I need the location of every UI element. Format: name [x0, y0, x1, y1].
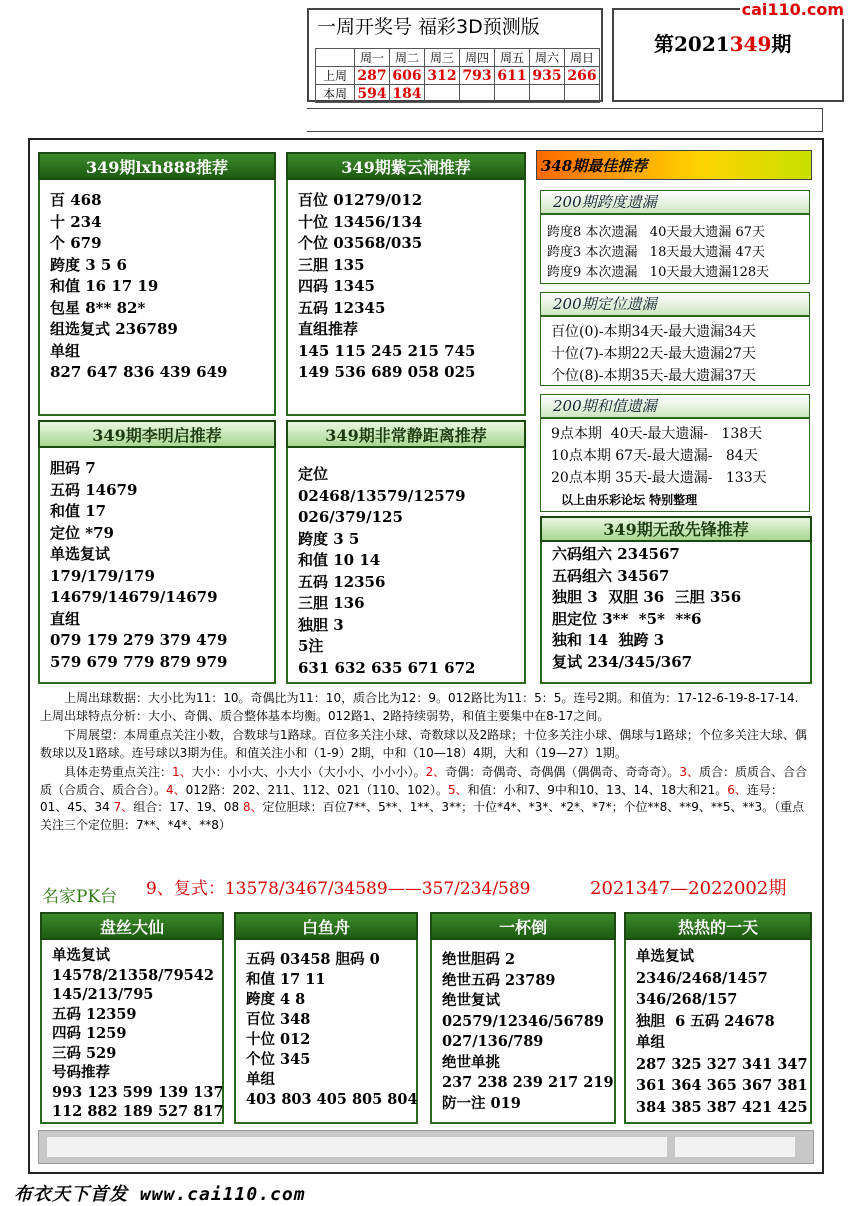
- position-line: 个位(8)-本期35天-最大遗漏37天: [551, 368, 756, 384]
- analysis-text: [40, 690, 810, 836]
- pk-box-yibeidao: [430, 918, 616, 1124]
- result-cell: 594: [355, 85, 390, 103]
- result-cell: 312: [425, 67, 460, 85]
- result-cell: 287: [355, 67, 390, 85]
- pk-box-title: 热热的一天: [624, 912, 812, 940]
- pk-range: 2021347—2022002期: [590, 878, 787, 899]
- rec-box-wudi: [540, 520, 812, 684]
- best-rec-title: 348期最佳推荐: [536, 150, 812, 180]
- period-title: 第2021349期: [654, 32, 792, 56]
- sum-line: 10点本期 67天-最大遗漏- 84天: [551, 448, 758, 464]
- result-cell: 935: [530, 67, 565, 85]
- analysis-last-week: 上周出球数据：大小比为11：10。奇偶比为11：10，质合比为12：9。012路比为11：5：5。连号2期。和值为：17-12-6-19-8-17-14.上周出球特点分析：大小、奇偶、质合整体基本均衡。012路1、2路持续弱势，和值主要集中在8-17之间。: [40, 691, 799, 723]
- result-cell: 184: [390, 85, 425, 103]
- pk-box-content: 绝世胆码 2 绝世五码 23789 绝世复试 02579/12346/56789 027/136/789 绝世单挑 237 238 239 217 219 防一注 019: [442, 951, 614, 1112]
- rec-box-content: 百位 01279/012 十位 13456/134 个位 03568/035 三胆 135 四码 1345 五码 12345 直组推荐 145 115 245 215 745 149 536 689 058 025: [298, 191, 476, 381]
- period-panel: [612, 8, 844, 102]
- pk-box-title: 盘丝大仙: [40, 912, 224, 940]
- day-header: 周五: [495, 49, 530, 67]
- span-line: 跨度8 本次遗漏 40天最大遗漏 67天: [547, 225, 766, 240]
- this-week-label: 本周: [316, 85, 355, 103]
- footer-site[interactable]: 布衣天下首发 www.cai110.com: [14, 1184, 306, 1205]
- rec-box-title: 349期李明启推荐: [38, 420, 276, 448]
- site-logo[interactable]: cai110.com: [741, 0, 844, 19]
- span-line: 跨度9 本次遗漏 10天最大遗漏128天: [547, 265, 770, 280]
- rec-box-lxh888: [38, 158, 276, 416]
- pk-box-title: 一杯倒: [430, 912, 616, 940]
- weekly-results-table: [315, 48, 600, 103]
- pk-box-rerede: [624, 918, 812, 1124]
- day-header: 周三: [425, 49, 460, 67]
- result-cell: 793: [460, 67, 495, 85]
- pk-box-pansidaxian: [40, 918, 224, 1124]
- day-header: 周六: [530, 49, 565, 67]
- result-cell: [495, 85, 530, 103]
- weekly-results-title: 一周开奖号 福彩3D预测版: [317, 16, 540, 38]
- pk-box-content: 单选复试 14578/21358/79542 145/213/795 五码 12359 四码 1259 三码 529 号码推荐 993 123 599 139 137 112 882 189 527 817: [52, 947, 224, 1120]
- span-omission-title: 200期跨度遗漏: [540, 190, 810, 214]
- divider: [307, 108, 823, 132]
- position-omission-title: 200期定位遗漏: [540, 292, 810, 316]
- sum-omission-title: 200期和值遗漏: [540, 394, 810, 418]
- rec-box-title: 349期紫云涧推荐: [286, 152, 526, 180]
- day-header: 周一: [355, 49, 390, 67]
- note-line: 以上由乐彩论坛 特别整理: [561, 493, 698, 507]
- bottom-bar-slot: [675, 1137, 795, 1157]
- result-cell: 266: [565, 67, 600, 85]
- position-line: 十位(7)-本期22天-最大遗漏27天: [551, 346, 756, 362]
- pk-box-title: 白鱼舟: [234, 912, 418, 940]
- bottom-bar-slot: [47, 1137, 667, 1157]
- day-header: 周二: [390, 49, 425, 67]
- rec-box-limingqi: [38, 426, 276, 684]
- pk-label: 名家PK台: [42, 887, 118, 907]
- day-header: 周日: [565, 49, 600, 67]
- rec-box-title: 349期lxh888推荐: [38, 152, 276, 180]
- rec-box-content: 定位 02468/13579/12579 026/379/125 跨度 3 5 和值 10 14 五码 12356 三胆 136 独胆 3 5注 631 632 635 671 672: [298, 465, 476, 677]
- rec-box-title: 349期无敌先锋推荐: [540, 516, 812, 542]
- period-number: 349: [729, 32, 772, 56]
- position-omission-box: [540, 316, 810, 386]
- sum-line: 9点本期 40天-最大遗漏- 138天: [551, 426, 763, 442]
- result-cell: [460, 85, 495, 103]
- span-line: 跨度3 本次遗漏 18天最大遗漏 47天: [547, 245, 766, 260]
- pk-box-baiyuzhou: [234, 918, 418, 1124]
- day-header: 周四: [460, 49, 495, 67]
- result-cell: 611: [495, 67, 530, 85]
- result-cell: [530, 85, 565, 103]
- rec-box-content: 胆码 7 五码 14679 和值 17 定位 *79 单选复试 179/179/179 14679/14679/14679 直组 079 179 279 379 479 579 679 779 879 979: [50, 459, 228, 671]
- rec-box-feichangjing: [286, 426, 526, 684]
- rec-box-title: 349期非常静距离推荐: [286, 420, 526, 448]
- span-omission-box: [540, 214, 810, 284]
- result-cell: [565, 85, 600, 103]
- rec-box-ziyunjian: [286, 158, 526, 416]
- pk-formula: 9、复式：13578/3467/34589——357/234/589: [146, 879, 531, 899]
- bottom-bar: [38, 1130, 814, 1164]
- result-cell: [425, 85, 460, 103]
- last-week-label: 上周: [316, 67, 355, 85]
- rec-box-content: 百 468 十 234 个 679 跨度 3 5 6 和值 16 17 19 包星 8** 82* 组选复式 236789 单组 827 647 836 439 649: [50, 191, 228, 381]
- analysis-trends: 具体走势重点关注：1、大小：小小大、小大小（大小小、小小小）。2、奇偶：奇偶奇、奇偶偶（偶偶奇、奇奇奇）。3、质合：质质合、合合质（合质合、质合合）。4、012路：202、211、112、021（110、102）。5、和值：小和7、9中和10、13、14、18大和21。6、连号：01、45、34 7、组合：17、19、08 8、定位胆球：百位7**、5**、1**、3**；十位*4*、*3*、*2*、*7*；个位**8、**9、**5、**3。（重点关注三个定位胆：7**、*4*、**8）: [40, 765, 807, 832]
- weekly-results-panel: [307, 8, 603, 102]
- pk-box-content: 单选复试 2346/2468/1457 346/268/157 独胆 6 五码 24678 单组 287 325 327 341 347 361 364 365 367 381 384 385 387 421 425: [636, 948, 808, 1116]
- result-cell: 606: [390, 67, 425, 85]
- pk-box-content: 五码 03458 胆码 0 和值 17 11 跨度 4 8 百位 348 十位 012 个位 345 单组 403 803 405 805 804: [246, 951, 418, 1108]
- analysis-outlook: 下周展望：本周重点关注小数，合数球与1路球。百位多关注小球、奇数球以及2路球；十位多关注小球、偶球与1路球；个位多关注大球、偶数球以及1路球。连号球以3期为佳。和值关注小和（1-9）2期，中和（10—18）4期，大和（19—27）1期。: [40, 728, 807, 760]
- sum-omission-box: [540, 418, 810, 512]
- rec-box-content: 六码组六 234567 五码组六 34567 独胆 3 双胆 36 三胆 356 胆定位 3** *5* **6 独和 14 独跨 3 复试 234/345/367: [552, 545, 742, 671]
- sum-line: 20点本期 35天-最大遗漏- 133天: [551, 470, 767, 486]
- position-line: 百位(0)-本期34天-最大遗漏34天: [551, 324, 756, 340]
